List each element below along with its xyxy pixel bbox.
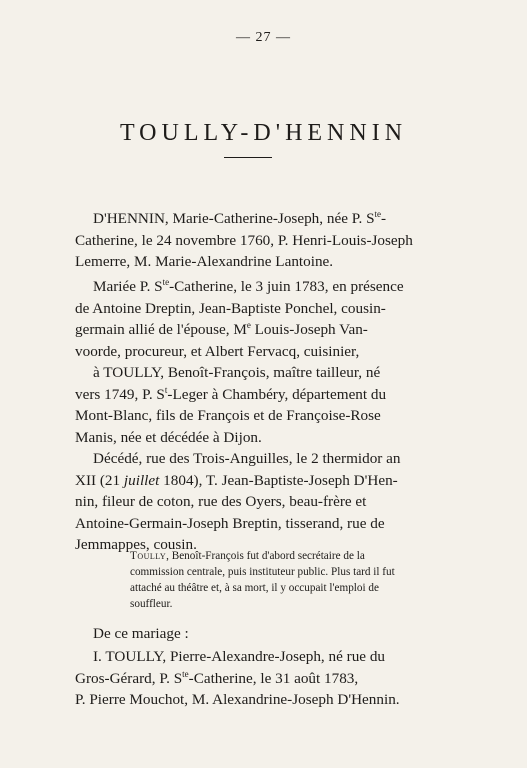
text-line: P. Pierre Mouchot, M. Alexandrine-Joseph D'Hennin.	[75, 691, 400, 708]
text-segment: 1804), T. Jean-Baptiste-Joseph D'Hen-	[159, 471, 398, 489]
superscript: e	[246, 319, 251, 330]
paragraph-issue-intro: De ce mariage :	[93, 625, 189, 642]
paragraph-toully	[75, 362, 447, 448]
superscript: te	[374, 208, 382, 219]
text-segment: -Catherine, le 31 août 1783,	[188, 669, 359, 687]
text-segment: Mariée P. S	[93, 278, 163, 295]
italic-text: juillet	[123, 471, 160, 489]
text-line: nin, fileur de coton, rue des Oyers, beau-frère et	[75, 493, 367, 510]
superscript: te	[162, 276, 170, 287]
text-line	[75, 470, 447, 492]
title-rule	[224, 157, 272, 158]
text-line: Lemerre, M. Marie-Alexandrine Lantoine.	[75, 253, 334, 270]
text-line: souffleur.	[130, 598, 173, 610]
note-name: Toully	[130, 550, 167, 562]
text-line	[75, 668, 447, 690]
text-line: Manis, née et décédée à Dijon.	[75, 428, 262, 446]
page-number: — 27 —	[236, 30, 291, 45]
text-segment: D'HENNIN, Marie-Catherine-Joseph, née P. S	[93, 210, 375, 227]
text-line	[75, 276, 447, 298]
text-line	[75, 319, 447, 341]
paragraph-marriage	[75, 276, 447, 362]
text-line: attaché au théâtre et, à sa mort, il y occupait l'emploi de	[130, 582, 379, 594]
text-line	[75, 208, 447, 230]
text-line: Antoine-Germain-Joseph Breptin, tisserand, rue de	[75, 514, 385, 532]
text-line: I. TOULLY, Pierre-Alexandre-Joseph, né rue du	[93, 648, 386, 665]
text-segment: vers 1749, P. S	[75, 385, 165, 403]
text-segment: -Catherine, le 3 juin 1783, en présence	[169, 278, 404, 295]
text-line: Décédé, rue des Trois-Anguilles, le 2 thermidor an	[93, 450, 401, 467]
text-segment: -Leger à Chambéry, département du	[167, 385, 387, 403]
text-segment: , Benoît-François fut d'abord secrétaire de la	[166, 550, 365, 562]
text-segment: -	[381, 210, 387, 227]
text-segment: XII (21	[75, 471, 124, 489]
footnote	[130, 548, 447, 612]
text-segment: Gros-Gérard, P. S	[75, 669, 183, 687]
text-line: Mont-Blanc, fils de François et de Françoise-Rose	[75, 407, 381, 424]
text-segment: Louis-Joseph Van-	[250, 321, 368, 338]
text-line: Catherine, le 24 novembre 1760, P. Henri-Louis-Joseph	[75, 231, 413, 249]
text-line: de Antoine Dreptin, Jean-Baptiste Ponchel, cousin-	[75, 299, 386, 317]
text-segment: germain allié de l'épouse, M	[75, 321, 247, 338]
text-line: voorde, procureur, et Albert Fervacq, cuisinier,	[75, 342, 360, 360]
paragraph-child	[75, 646, 447, 711]
paragraph-hennin-birth	[75, 208, 447, 273]
text-line: commission centrale, puis instituteur public. Plus tard il fut	[130, 566, 395, 578]
text-line	[130, 548, 447, 564]
superscript: t	[164, 384, 168, 395]
paragraph-death	[75, 448, 447, 556]
text-line: à TOULLY, Benoît-François, maître tailleur, né	[93, 364, 381, 381]
superscript: te	[182, 668, 189, 679]
text-line: Jemmappes, cousin.	[75, 536, 197, 553]
page-title: TOULLY-D'HENNIN	[119, 120, 408, 147]
text-line	[75, 384, 447, 406]
